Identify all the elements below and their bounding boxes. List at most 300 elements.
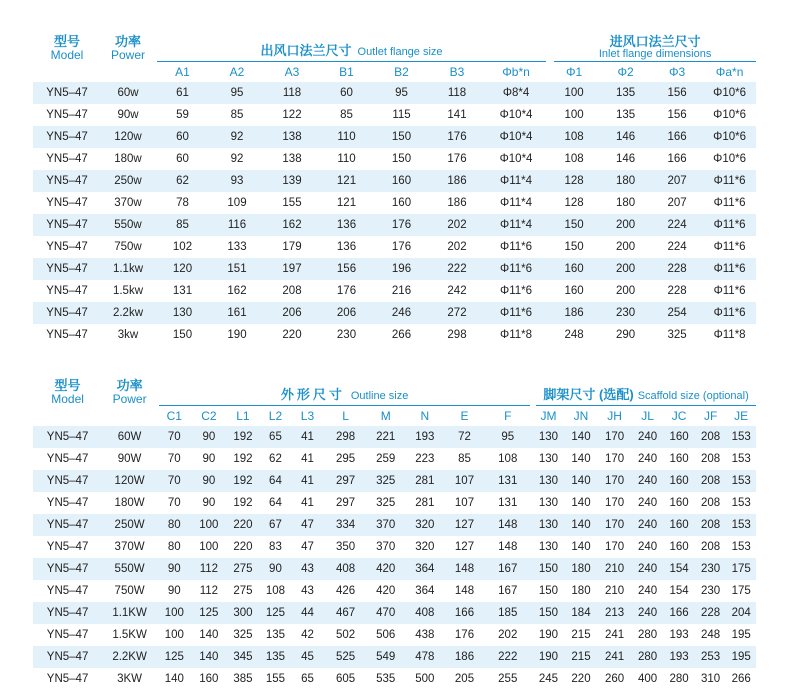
value-cell: 100 (157, 602, 192, 624)
model-header-en: Model (50, 48, 84, 62)
value-cell: 85 (340, 109, 353, 121)
value-cell: 44 (291, 602, 324, 624)
value-cell: Φ11*6 (500, 241, 533, 253)
table-row (33, 624, 756, 646)
column-header: M (380, 409, 391, 423)
column-header: F (504, 409, 512, 423)
table-row (33, 236, 756, 258)
value-cell: 100 (548, 82, 600, 104)
value-cell: 176 (336, 285, 357, 297)
table-row (33, 170, 756, 192)
value-cell: 334 (324, 514, 368, 536)
value-cell: 275 (233, 585, 253, 597)
value-cell: 197 (264, 258, 320, 280)
value-cell: 266 (731, 673, 751, 685)
column-header: JM (540, 409, 557, 423)
value-cell: 160 (548, 258, 600, 280)
outline-table-body (33, 426, 756, 690)
value-cell: 202 (498, 629, 518, 641)
value-cell: 240 (637, 453, 658, 465)
value-cell: 180 (615, 197, 636, 209)
value-cell: 180 (565, 558, 598, 580)
value-cell: 93 (210, 170, 264, 192)
value-cell: 131 (498, 497, 518, 509)
value-cell: Φ11*6 (703, 214, 756, 236)
value-cell: 228 (695, 602, 727, 624)
value-cell: 138 (264, 126, 320, 148)
value-cell: 408 (404, 602, 446, 624)
value-cell: 210 (604, 585, 625, 597)
value-cell: 127 (454, 541, 475, 553)
value-cell: 64 (260, 470, 292, 492)
power-cell: 550w (101, 214, 155, 236)
table-row (33, 492, 756, 514)
table-row (33, 82, 756, 104)
power-cell: 1.5kw (112, 285, 144, 297)
value-cell: 208 (282, 285, 302, 297)
value-cell: 176 (447, 153, 467, 165)
value-cell: 325 (376, 497, 396, 509)
value-cell: Φ10*6 (713, 153, 746, 165)
power-cell: 120w (101, 126, 155, 148)
value-cell: 230 (695, 558, 727, 580)
value-cell: 180 (571, 585, 591, 597)
column-header: N (420, 409, 430, 423)
value-cell: 112 (199, 585, 219, 597)
value-cell: 41 (291, 426, 324, 448)
value-cell: 298 (324, 426, 368, 448)
value-cell: 60 (320, 82, 373, 104)
value-cell: 420 (376, 585, 396, 597)
column-header: JE (734, 409, 749, 423)
value-cell: 140 (199, 629, 219, 641)
value-cell: 420 (367, 558, 404, 580)
value-cell: 153 (731, 497, 751, 509)
power-cell: 1.1kw (101, 258, 155, 280)
value-cell: 184 (565, 602, 598, 624)
value-cell: 400 (637, 673, 658, 685)
value-cell: 125 (157, 646, 192, 668)
value-cell: 90 (167, 585, 181, 597)
value-cell: 125 (260, 602, 292, 624)
table-row (33, 514, 756, 536)
value-cell: 215 (565, 646, 598, 668)
value-cell: 175 (731, 585, 751, 597)
value-cell: 364 (404, 558, 446, 580)
value-cell: Φ10*4 (499, 109, 533, 121)
value-cell: 135 (265, 629, 286, 641)
model-cell: YN5–47 (46, 153, 88, 165)
column-header: B2 (394, 65, 409, 79)
value-cell: Φ11*4 (484, 214, 548, 236)
column-header: L3 (300, 409, 315, 423)
value-cell: 186 (447, 197, 467, 209)
value-cell: 90 (260, 558, 292, 580)
value-cell: 136 (320, 214, 373, 236)
value-cell: 320 (415, 541, 435, 553)
power-cell: 1.1KW (102, 602, 157, 624)
value-cell: 116 (210, 214, 264, 236)
model-cell: YN5–47 (46, 453, 89, 465)
value-cell: 179 (282, 241, 302, 253)
value-cell: 230 (701, 585, 721, 597)
value-cell: 41 (301, 453, 314, 465)
value-cell: 78 (176, 197, 189, 209)
value-cell: 280 (632, 646, 664, 668)
value-cell: Φ11*6 (713, 241, 746, 253)
value-cell: 128 (564, 197, 584, 209)
value-cell: 170 (597, 514, 632, 536)
value-cell: 130 (538, 453, 559, 465)
value-cell: 160 (663, 426, 695, 448)
scaffold-title-en: Scaffold size (optional) (637, 390, 749, 402)
value-cell: 467 (324, 602, 368, 624)
value-cell: 220 (571, 673, 591, 685)
value-cell: 224 (651, 214, 703, 236)
value-cell: 146 (615, 153, 636, 165)
table-row (33, 448, 756, 470)
power-cell: 60w (101, 82, 155, 104)
value-cell: Φ11*4 (500, 197, 533, 209)
model-header-zh: 型号 (53, 34, 80, 48)
table-row (33, 470, 756, 492)
value-cell: 155 (265, 673, 286, 685)
model-header-zh: 型号 (54, 378, 81, 392)
power-cell: 90w (117, 109, 139, 121)
column-header: C2 (201, 409, 217, 423)
value-cell: 195 (726, 646, 756, 668)
column-header: B1 (339, 65, 354, 79)
value-cell: 162 (264, 214, 320, 236)
value-cell: 160 (669, 541, 689, 553)
inlet-title-zh: 进风口法兰尺寸 (609, 34, 701, 49)
inlet-group-header (548, 28, 756, 62)
value-cell: 605 (335, 673, 356, 685)
value-cell: 310 (701, 673, 721, 685)
value-cell: 92 (230, 153, 244, 165)
value-cell: 161 (210, 302, 264, 324)
value-cell: 122 (282, 109, 302, 121)
value-cell: 297 (324, 470, 368, 492)
outlet-group-header (155, 28, 548, 62)
value-cell: 67 (260, 514, 292, 536)
value-cell: 130 (538, 541, 559, 553)
value-cell: 325 (233, 629, 253, 641)
flange-table-body (33, 82, 756, 346)
model-cell: YN5–47 (33, 170, 101, 192)
value-cell: 207 (651, 170, 703, 192)
value-cell: 136 (336, 241, 357, 253)
column-header: JN (573, 409, 589, 423)
power-cell: 180w (114, 153, 142, 165)
value-cell: 220 (233, 541, 253, 553)
value-cell: 110 (337, 153, 356, 165)
value-cell: 150 (391, 153, 412, 165)
value-cell: 176 (391, 241, 412, 253)
value-cell: 170 (597, 426, 632, 448)
value-cell: 43 (291, 558, 324, 580)
outlet-title-zh: 出风口法兰尺寸 (260, 43, 352, 58)
value-cell: Φ11*6 (713, 197, 746, 209)
value-cell: Φ11*6 (500, 285, 533, 297)
value-cell: 140 (192, 646, 227, 668)
value-cell: Φ8*4 (484, 82, 548, 104)
value-cell: 153 (726, 514, 756, 536)
model-cell: YN5–47 (46, 329, 88, 341)
value-cell: 248 (564, 329, 584, 341)
value-cell: 115 (392, 109, 411, 121)
model-cell: YN5–47 (46, 541, 89, 553)
table-row (33, 558, 756, 580)
value-cell: 266 (391, 329, 412, 341)
model-cell: YN5–47 (33, 602, 102, 624)
value-cell: 549 (367, 646, 404, 668)
value-cell: 176 (430, 126, 484, 148)
value-cell: 118 (430, 82, 484, 104)
value-cell: 100 (564, 109, 584, 121)
value-cell: 295 (335, 453, 356, 465)
value-cell: 151 (210, 258, 264, 280)
scaffold-title-zh: 脚架尺寸 (选配) (543, 387, 634, 402)
value-cell: 108 (498, 453, 518, 465)
value-cell: 213 (597, 602, 632, 624)
table-row (33, 324, 756, 346)
model-cell: YN5–47 (33, 302, 101, 324)
value-cell: 195 (731, 629, 751, 641)
value-cell: 208 (701, 541, 721, 553)
value-cell: 176 (454, 629, 475, 641)
value-cell: 110 (320, 126, 373, 148)
value-cell: 190 (538, 629, 559, 641)
value-cell: 500 (415, 673, 435, 685)
value-cell: 170 (597, 470, 632, 492)
table-row (33, 280, 756, 302)
value-cell: 70 (157, 426, 192, 448)
value-cell: 202 (447, 241, 467, 253)
value-cell: 160 (663, 514, 695, 536)
value-cell: 325 (367, 470, 404, 492)
scaffold-group-header (532, 372, 756, 406)
value-cell: 180 (600, 170, 651, 192)
value-cell: 90 (202, 453, 216, 465)
value-cell: Φ11*6 (713, 285, 746, 297)
value-cell: 150 (564, 241, 584, 253)
outlet-inlet-flange-table-block (33, 28, 756, 346)
column-header: L1 (236, 409, 250, 423)
flange-table (33, 28, 756, 346)
value-cell: 210 (597, 558, 632, 580)
value-cell: 140 (565, 470, 598, 492)
outline-group-header (157, 372, 532, 406)
value-cell: 156 (320, 258, 373, 280)
column-header: B3 (449, 65, 465, 79)
table-row (33, 126, 756, 148)
table-row (33, 258, 756, 280)
value-cell: 166 (651, 126, 703, 148)
value-cell: Φ10*4 (484, 126, 548, 148)
value-cell: 153 (726, 426, 756, 448)
value-cell: 240 (632, 558, 664, 580)
value-cell: 61 (155, 82, 210, 104)
value-cell: 95 (373, 82, 430, 104)
value-cell: 240 (637, 585, 658, 597)
value-cell: 107 (446, 470, 484, 492)
value-cell: 160 (663, 470, 695, 492)
value-cell: 100 (199, 541, 219, 553)
model-header-en: Model (51, 392, 84, 406)
model-cell: YN5–47 (46, 497, 89, 509)
value-cell: 241 (604, 629, 625, 641)
value-cell: 80 (157, 514, 192, 536)
value-cell: 139 (264, 170, 320, 192)
value-cell: 208 (701, 497, 721, 509)
value-cell: 175 (726, 558, 756, 580)
value-cell: 280 (669, 673, 689, 685)
power-header-en: Power (112, 392, 147, 406)
value-cell: 426 (335, 585, 356, 597)
value-cell: Φ11*6 (703, 258, 756, 280)
value-cell: 107 (454, 497, 475, 509)
value-cell: 176 (373, 214, 430, 236)
power-header-zh: 功率 (114, 34, 141, 48)
model-cell: YN5–47 (33, 470, 102, 492)
power-cell: 550W (102, 558, 157, 580)
value-cell: 190 (532, 646, 565, 668)
value-cell: 216 (391, 285, 412, 297)
value-cell: 130 (532, 470, 565, 492)
value-cell: 59 (176, 109, 189, 121)
value-cell: 205 (454, 673, 475, 685)
value-cell: 41 (301, 497, 314, 509)
value-cell: 65 (301, 673, 314, 685)
value-cell: 345 (226, 646, 260, 668)
value-cell: 130 (532, 426, 565, 448)
value-cell: 156 (651, 82, 703, 104)
value-cell: 43 (301, 585, 314, 597)
value-cell: 160 (669, 453, 689, 465)
value-cell: 350 (335, 541, 356, 553)
value-cell: 133 (227, 241, 247, 253)
table-row (33, 426, 756, 448)
value-cell: 160 (199, 673, 219, 685)
power-cell: 370W (114, 541, 145, 553)
value-cell: 281 (404, 470, 446, 492)
value-cell: 154 (669, 585, 689, 597)
model-cell: YN5–47 (46, 197, 88, 209)
value-cell: 167 (483, 558, 532, 580)
value-cell: 478 (404, 646, 446, 668)
value-cell: 186 (430, 170, 484, 192)
value-cell: 83 (269, 541, 282, 553)
value-cell: 170 (604, 453, 625, 465)
value-cell: 162 (227, 285, 247, 297)
column-header: A1 (175, 65, 190, 79)
value-cell: 259 (376, 453, 396, 465)
value-cell: 160 (373, 170, 430, 192)
value-cell: 148 (454, 585, 475, 597)
value-cell: 200 (615, 241, 636, 253)
value-cell: 222 (483, 646, 532, 668)
power-header-zh: 功率 (116, 378, 143, 392)
model-cell: YN5–47 (33, 82, 101, 104)
value-cell: 215 (571, 629, 591, 641)
value-cell: 130 (538, 497, 559, 509)
column-header: A3 (284, 65, 300, 79)
value-cell: 255 (498, 673, 518, 685)
table-row (33, 192, 756, 214)
value-cell: 140 (164, 673, 184, 685)
value-cell: 166 (667, 153, 687, 165)
column-header: JF (703, 409, 718, 423)
power-cell: 2.2KW (102, 646, 157, 668)
value-cell: Φ10*6 (703, 126, 756, 148)
value-cell: 160 (669, 497, 689, 509)
value-cell: 193 (663, 646, 695, 668)
value-cell: 240 (637, 497, 658, 509)
value-cell: 62 (269, 453, 282, 465)
value-cell: 90 (192, 470, 227, 492)
value-cell: 206 (264, 302, 320, 324)
value-cell: 224 (667, 241, 687, 253)
value-cell: 207 (667, 197, 687, 209)
value-cell: 275 (226, 558, 260, 580)
value-cell: 240 (632, 470, 664, 492)
power-cell: 60W (102, 426, 157, 448)
column-header: C1 (166, 409, 182, 423)
value-cell: 92 (210, 126, 264, 148)
model-cell: YN5–47 (46, 629, 89, 641)
outline-scaffold-table-block (33, 372, 756, 690)
value-cell: 525 (324, 646, 368, 668)
column-header: A2 (229, 65, 245, 79)
value-cell: 204 (726, 602, 756, 624)
value-cell: 370 (376, 541, 396, 553)
value-cell: 208 (695, 426, 727, 448)
value-cell: 60 (155, 126, 210, 148)
model-cell: YN5–47 (46, 285, 88, 297)
value-cell: 140 (565, 514, 598, 536)
outlet-title-en: Outlet flange size (357, 46, 443, 58)
value-cell: 281 (415, 497, 435, 509)
value-cell: 320 (404, 514, 446, 536)
model-cell: YN5–47 (46, 673, 89, 685)
model-cell: YN5–47 (33, 646, 102, 668)
value-cell: 112 (192, 558, 227, 580)
value-cell: 300 (226, 602, 260, 624)
value-cell: 140 (571, 541, 591, 553)
value-cell: Φ11*6 (484, 302, 548, 324)
value-cell: 102 (172, 241, 193, 253)
value-cell: 85 (230, 109, 244, 121)
value-cell: 95 (483, 426, 532, 448)
value-cell: 192 (226, 426, 260, 448)
value-cell: 108 (548, 126, 600, 148)
value-cell: 222 (430, 258, 484, 280)
value-cell: 535 (376, 673, 396, 685)
model-cell: YN5–47 (46, 585, 89, 597)
value-cell: 121 (320, 170, 373, 192)
value-cell: 240 (632, 426, 664, 448)
value-cell: 155 (282, 197, 302, 209)
value-cell: 245 (538, 673, 559, 685)
column-header: Φb*n (502, 65, 530, 79)
value-cell: 90 (202, 497, 216, 509)
outline-title-zh: 外形尺寸 (280, 387, 345, 402)
value-cell: 200 (600, 214, 651, 236)
value-cell: 65 (260, 426, 292, 448)
value-cell: 438 (415, 629, 435, 641)
value-cell: 150 (172, 329, 193, 341)
